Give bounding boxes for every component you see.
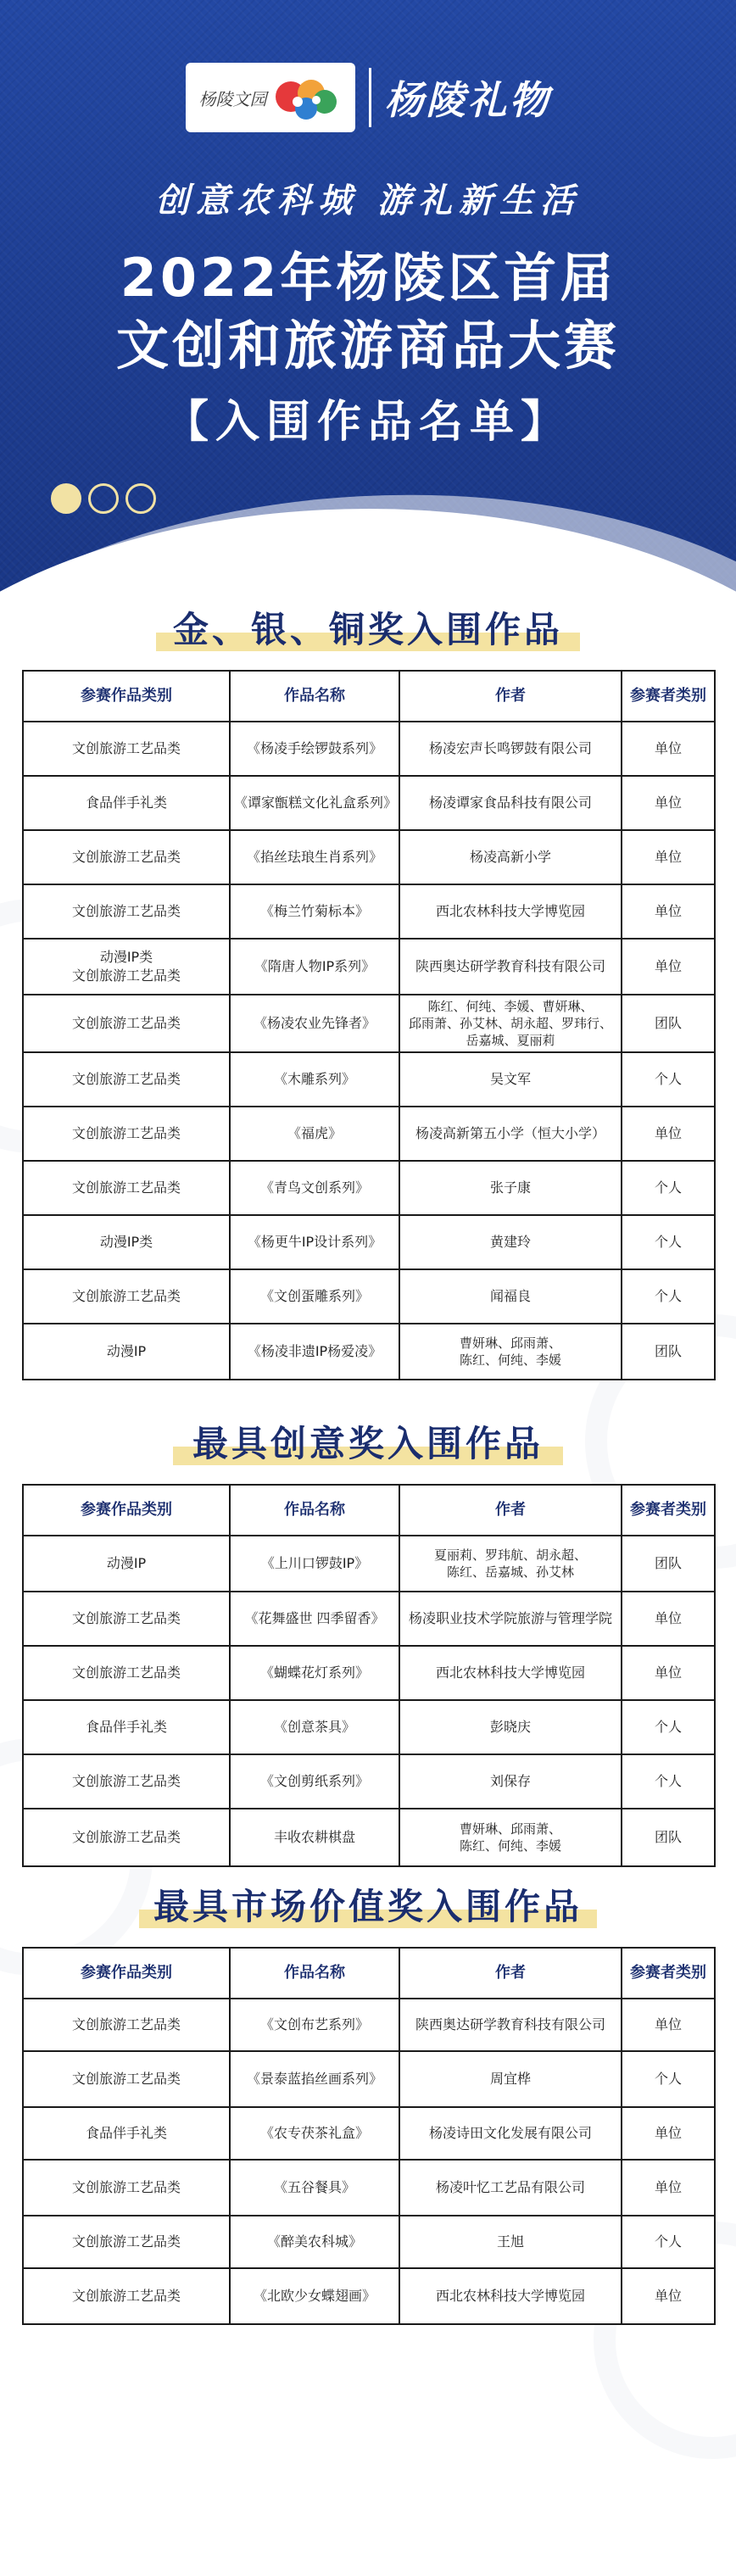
participant-type-cell: 单位 [622, 1592, 715, 1646]
participant-type-cell: 单位 [622, 1999, 715, 2051]
slogan: 创意农科城 游礼新生活 [155, 181, 581, 220]
work-name-cell: 《北欧少女蝶翅画》 [230, 2268, 399, 2324]
participant-type-cell: 个人 [622, 1754, 715, 1809]
column-header: 参赛者类别 [622, 1485, 715, 1536]
participant-type-cell: 单位 [622, 2107, 715, 2160]
participant-type-cell: 个人 [622, 1700, 715, 1754]
author-cell: 张子康 [399, 1161, 622, 1215]
category-cell: 文创旅游工艺品类 [23, 1269, 230, 1324]
category-cell: 文创旅游工艺品类 [23, 2216, 230, 2268]
category-cell: 文创旅游工艺品类 [23, 1646, 230, 1700]
section-market-value [0, 1877, 736, 2325]
author-cell: 杨凌职业技术学院旅游与管理学院 [399, 1592, 622, 1646]
author-cell: 西北农林科技大学博览园 [399, 884, 622, 939]
participant-type-cell: 单位 [622, 830, 715, 884]
work-name-cell: 《杨更牛IP设计系列》 [230, 1215, 399, 1269]
author-cell: 夏丽莉、罗玮航、胡永超、 陈红、岳嘉城、孙艾林 [399, 1536, 622, 1592]
table-row [23, 1324, 715, 1380]
author-cell: 杨凌高新第五小学（恒大小学） [399, 1107, 622, 1161]
work-name-cell: 《文创蛋雕系列》 [230, 1269, 399, 1324]
lotus-logo-icon [272, 71, 343, 125]
work-name-cell: 《隋唐人物IP系列》 [230, 939, 399, 995]
work-name-cell: 《掐丝珐琅生肖系列》 [230, 830, 399, 884]
decorative-dots [51, 483, 156, 514]
category-cell: 食品伴手礼类 [23, 2107, 230, 2160]
category-cell: 文创旅游工艺品类 [23, 995, 230, 1052]
category-cell: 文创旅游工艺品类 [23, 1052, 230, 1107]
table-row [23, 1592, 715, 1646]
category-cell: 食品伴手礼类 [23, 776, 230, 830]
author-cell: 陕西奥达研学教育科技有限公司 [399, 939, 622, 995]
table-row [23, 2216, 715, 2268]
table-row [23, 830, 715, 884]
table-row [23, 1754, 715, 1809]
finalists-table [22, 1947, 716, 2325]
participant-type-cell: 个人 [622, 1161, 715, 1215]
work-name-cell: 《景泰蓝掐丝画系列》 [230, 2051, 399, 2107]
table-row [23, 1161, 715, 1215]
work-name-cell: 《创意茶具》 [230, 1700, 399, 1754]
participant-type-cell: 个人 [622, 1215, 715, 1269]
participant-type-cell: 个人 [622, 2051, 715, 2107]
participant-type-cell: 单位 [622, 2268, 715, 2324]
table-row [23, 1700, 715, 1754]
table-header-row [23, 1485, 715, 1536]
table-body [23, 1999, 715, 2324]
participant-type-cell: 单位 [622, 1107, 715, 1161]
author-cell: 曹妍琳、邱雨萧、 陈红、何纯、李媛 [399, 1809, 622, 1866]
work-name-cell: 《农专茯茶礼盒》 [230, 2107, 399, 2160]
column-header: 作者 [399, 1948, 622, 1999]
participant-type-cell: 团队 [622, 1324, 715, 1380]
participant-type-cell: 团队 [622, 1536, 715, 1592]
category-cell: 文创旅游工艺品类 [23, 1809, 230, 1866]
category-cell: 文创旅游工艺品类 [23, 2268, 230, 2324]
page-title-line-2: 文创和旅游商品大赛 [115, 315, 620, 376]
table-row [23, 1215, 715, 1269]
author-cell: 彭晓庆 [399, 1700, 622, 1754]
author-cell: 杨凌高新小学 [399, 830, 622, 884]
section-gold-silver-bronze [0, 600, 736, 1380]
category-cell: 文创旅游工艺品类 [23, 2051, 230, 2107]
author-cell: 周宜桦 [399, 2051, 622, 2107]
participant-type-cell: 团队 [622, 995, 715, 1052]
table-row [23, 995, 715, 1052]
work-name-cell: 《梅兰竹菊标本》 [230, 884, 399, 939]
column-header: 作品名称 [230, 1948, 399, 1999]
category-cell: 文创旅游工艺品类 [23, 1754, 230, 1809]
section-most-creative [0, 1414, 736, 1867]
work-name-cell: 《杨凌手绘锣鼓系列》 [230, 722, 399, 776]
participant-type-cell: 单位 [622, 884, 715, 939]
author-cell: 黄建玲 [399, 1215, 622, 1269]
work-name-cell: 《杨凌农业先锋者》 [230, 995, 399, 1052]
work-name-cell: 《青鸟文创系列》 [230, 1161, 399, 1215]
work-name-cell: 《五谷餐具》 [230, 2160, 399, 2216]
logo-row [0, 59, 736, 136]
table-row [23, 1052, 715, 1107]
category-cell: 食品伴手礼类 [23, 1700, 230, 1754]
section-title [0, 1414, 736, 1474]
author-cell: 西北农林科技大学博览园 [399, 1646, 622, 1700]
header-banner [0, 0, 736, 611]
column-header: 参赛作品类别 [23, 671, 230, 722]
dot-icon [125, 483, 156, 514]
logo-script-text: 杨陵文园 [198, 88, 267, 109]
participant-type-cell: 单位 [622, 2160, 715, 2216]
table-row [23, 1536, 715, 1592]
author-cell: 曹妍琳、邱雨萧、 陈红、何纯、李媛 [399, 1324, 622, 1380]
author-cell: 吴文军 [399, 1052, 622, 1107]
page-subtitle: 【入围作品名单】 [164, 397, 572, 448]
column-header: 作品名称 [230, 1485, 399, 1536]
work-name-cell: 丰收农耕棋盘 [230, 1809, 399, 1866]
author-cell: 西北农林科技大学博览园 [399, 2268, 622, 2324]
category-cell: 动漫IP [23, 1536, 230, 1592]
finalists-table [22, 670, 716, 1380]
column-header: 参赛者类别 [622, 671, 715, 722]
logo-badge [186, 63, 355, 132]
table-row [23, 2051, 715, 2107]
table-body [23, 722, 715, 1380]
section-title-text: 金、银、铜奖入围作品 [172, 609, 563, 650]
table-body [23, 1536, 715, 1866]
column-header: 作品名称 [230, 671, 399, 722]
author-cell: 杨凌叶忆工艺品有限公司 [399, 2160, 622, 2216]
logo-divider [369, 68, 371, 127]
author-cell: 闻福良 [399, 1269, 622, 1324]
author-cell: 杨凌诗田文化发展有限公司 [399, 2107, 622, 2160]
column-header: 作者 [399, 1485, 622, 1536]
table-row [23, 2107, 715, 2160]
work-name-cell: 《文创剪纸系列》 [230, 1754, 399, 1809]
category-cell: 文创旅游工艺品类 [23, 2160, 230, 2216]
category-cell: 文创旅游工艺品类 [23, 1161, 230, 1215]
participant-type-cell: 单位 [622, 1646, 715, 1700]
work-name-cell: 《花舞盛世 四季留香》 [230, 1592, 399, 1646]
work-name-cell: 《文创布艺系列》 [230, 1999, 399, 2051]
section-title-text: 最具市场价值奖入围作品 [153, 1886, 583, 1927]
work-name-cell: 《杨凌非遗IP杨爱凌》 [230, 1324, 399, 1380]
work-name-cell: 《上川口锣鼓IP》 [230, 1536, 399, 1592]
section-title [0, 600, 736, 660]
work-name-cell: 《木雕系列》 [230, 1052, 399, 1107]
table-row [23, 776, 715, 830]
dot-icon [51, 483, 81, 514]
work-name-cell: 《醉美农科城》 [230, 2216, 399, 2268]
logo-brand-text: 杨陵礼物 [384, 77, 551, 123]
table-row [23, 1107, 715, 1161]
section-title-text: 最具创意奖入围作品 [192, 1423, 544, 1464]
page-title-line-1: 2022年杨陵区首届 [120, 247, 616, 309]
table-row [23, 884, 715, 939]
table-row [23, 1269, 715, 1324]
table-row [23, 2160, 715, 2216]
author-cell: 杨凌谭家食品科技有限公司 [399, 776, 622, 830]
column-header: 参赛者类别 [622, 1948, 715, 1999]
author-cell: 王旭 [399, 2216, 622, 2268]
category-cell: 文创旅游工艺品类 [23, 1107, 230, 1161]
category-cell: 文创旅游工艺品类 [23, 1592, 230, 1646]
category-cell: 文创旅游工艺品类 [23, 722, 230, 776]
table-row [23, 939, 715, 995]
table-row [23, 1646, 715, 1700]
category-cell: 文创旅游工艺品类 [23, 830, 230, 884]
column-header: 参赛作品类别 [23, 1948, 230, 1999]
category-cell: 文创旅游工艺品类 [23, 884, 230, 939]
category-cell: 动漫IP类 文创旅游工艺品类 [23, 939, 230, 995]
table-row [23, 2268, 715, 2324]
column-header: 作者 [399, 671, 622, 722]
author-cell: 刘保存 [399, 1754, 622, 1809]
participant-type-cell: 单位 [622, 776, 715, 830]
participant-type-cell: 单位 [622, 939, 715, 995]
participant-type-cell: 单位 [622, 722, 715, 776]
table-row [23, 1999, 715, 2051]
category-cell: 动漫IP类 [23, 1215, 230, 1269]
author-cell: 陕西奥达研学教育科技有限公司 [399, 1999, 622, 2051]
table-row [23, 722, 715, 776]
category-cell: 文创旅游工艺品类 [23, 1999, 230, 2051]
author-cell: 杨凌宏声长鸣锣鼓有限公司 [399, 722, 622, 776]
column-header: 参赛作品类别 [23, 1485, 230, 1536]
work-name-cell: 《福虎》 [230, 1107, 399, 1161]
participant-type-cell: 团队 [622, 1809, 715, 1866]
table-row [23, 1809, 715, 1866]
author-cell: 陈红、何纯、李媛、曹妍琳、 邱雨萧、孙艾林、胡永超、罗玮行、 岳嘉城、夏丽莉 [399, 995, 622, 1052]
section-title [0, 1877, 736, 1937]
table-header-row [23, 671, 715, 722]
category-cell: 动漫IP [23, 1324, 230, 1380]
table-header-row [23, 1948, 715, 1999]
participant-type-cell: 个人 [622, 1269, 715, 1324]
dot-icon [88, 483, 119, 514]
participant-type-cell: 个人 [622, 1052, 715, 1107]
work-name-cell: 《谭家甑糕文化礼盒系列》 [230, 776, 399, 830]
finalists-table [22, 1484, 716, 1867]
work-name-cell: 《蝴蝶花灯系列》 [230, 1646, 399, 1700]
participant-type-cell: 个人 [622, 2216, 715, 2268]
